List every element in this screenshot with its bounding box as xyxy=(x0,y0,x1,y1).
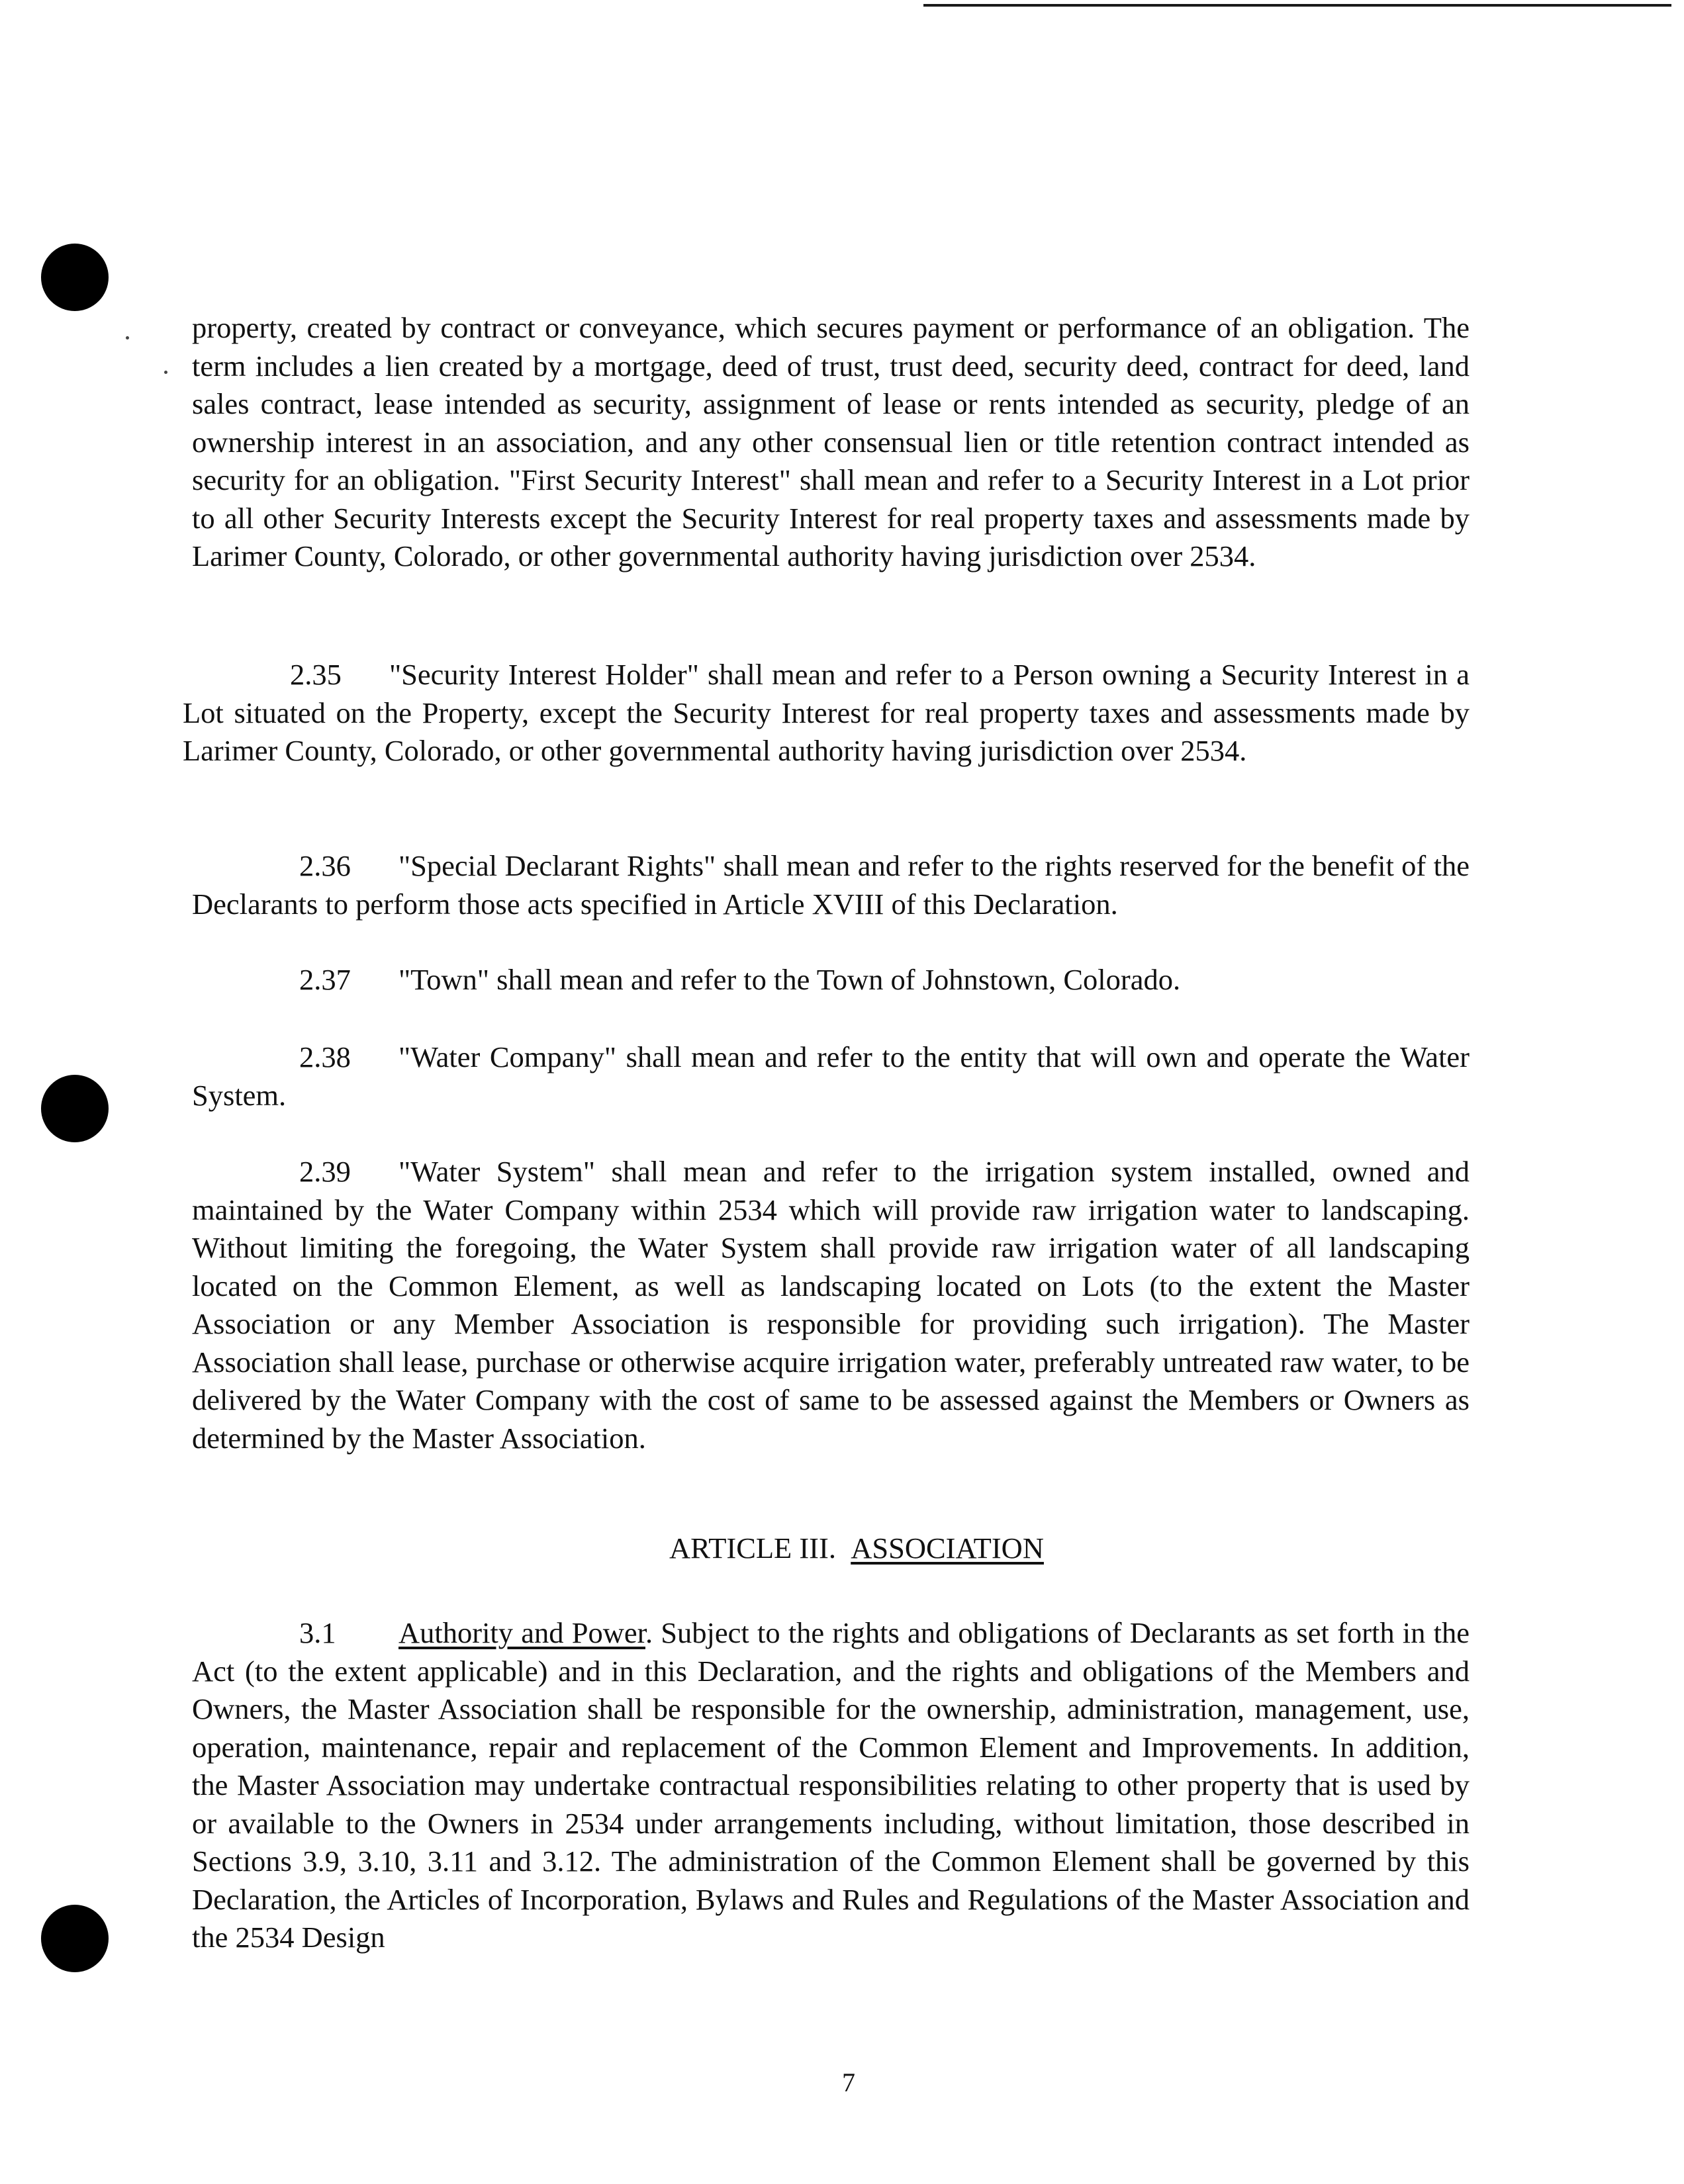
punch-hole-top xyxy=(41,244,109,311)
article-heading xyxy=(0,1529,1684,1568)
article-prefix: ARTICLE III. xyxy=(669,1531,836,1565)
scan-speck xyxy=(126,336,129,340)
section-number: 2.35 xyxy=(290,658,342,691)
scan-speck xyxy=(164,371,167,374)
section-number: 2.38 xyxy=(299,1040,351,1073)
section-2-39 xyxy=(192,1153,1470,1457)
section-3-1 xyxy=(192,1614,1470,1957)
section-text: "Water Company" shall mean and refer to the entity that will own and operate the Water System. xyxy=(192,1040,1470,1112)
section-number: 3.1 xyxy=(299,1616,336,1649)
section-2-37 xyxy=(192,961,1470,999)
section-text: "Water System" shall mean and refer to the irrigation system installed, owned and maintained by the Water Company within 2534 which will provide raw irrigation water to landscaping. Without limiting the foregoing, the Water System shall provide raw irrigation water of all landscaping located on the Common Element, as well as landscaping located on Lots (to the extent the Master Association or any Member Association is responsible for providing such irrigation). The Master Association shall lease, purchase or otherwise acquire irrigation water, preferably untreated raw water, to be delivered by the Water Company with the cost of same to be assessed against the Members or Owners as determined by the Master Association. xyxy=(192,1155,1470,1455)
section-2-38 xyxy=(192,1038,1470,1115)
section-text: "Security Interest Holder" shall mean and refer to a Person owning a Security Interest in a Lot situated on the Property, except the Security Interest for real property taxes and assessments made by Larimer County, Colorado, or other governmental authority having jurisdiction over 2534. xyxy=(183,658,1470,767)
article-title: ASSOCIATION xyxy=(851,1531,1044,1565)
top-edge-rule xyxy=(923,4,1671,7)
continuation-paragraph: property, created by contract or conveyance, which secures payment or performance of an obligation. The term includes a lien created by a mortgage, deed of trust, trust deed, security deed, contract for deed, land sales contract, lease intended as security, assignment of lease or rents intended as security, pledge of an ownership interest in an association, and any other consensual lien or title retention contract intended as security for an obligation. "First Security Interest" shall mean and refer to a Security Interest in a Lot prior to all other Security Interests except the Security Interest for real property taxes and assessments made by Larimer County, Colorado, or other governmental authority having jurisdiction over 2534. xyxy=(192,311,1470,572)
punch-hole-bottom xyxy=(41,1905,109,1972)
page-number: 7 xyxy=(842,2068,855,2097)
section-2-36 xyxy=(192,847,1470,923)
section-text: . Subject to the rights and obligations of Declarants as set forth in the Act (to the extent applicable) and in this Declaration, and the rights and obligations of the Members and Owners, the Master Association shall be responsible for the ownership, administration, management, use, operation, maintenance, repair and replacement of the Common Element and Improvements. In addition, the Master Association may undertake contractual responsibilities relating to other property that is used by or available to the Owners in 2534 under arrangements including, without limitation, those described in Sections 3.9, 3.10, 3.11 and 3.12. The administration of the Common Element shall be governed by this Declaration, the Articles of Incorporation, Bylaws and Rules and Regulations of the Master Association and the 2534 Design xyxy=(192,1616,1470,1954)
section-2-35 xyxy=(183,656,1470,770)
section-number: 2.39 xyxy=(299,1155,351,1188)
punch-hole-middle xyxy=(41,1075,109,1142)
section-text: "Town" shall mean and refer to the Town of Johnstown, Colorado. xyxy=(398,963,1181,996)
section-text: "Special Declarant Rights" shall mean and refer to the rights reserved for the benefit of the Declarants to perform those acts specified in Article XVIII of this Declaration. xyxy=(192,849,1470,921)
section-number: 2.36 xyxy=(299,849,351,882)
section-heading: Authority and Power xyxy=(398,1616,645,1649)
section-number: 2.37 xyxy=(299,963,351,996)
